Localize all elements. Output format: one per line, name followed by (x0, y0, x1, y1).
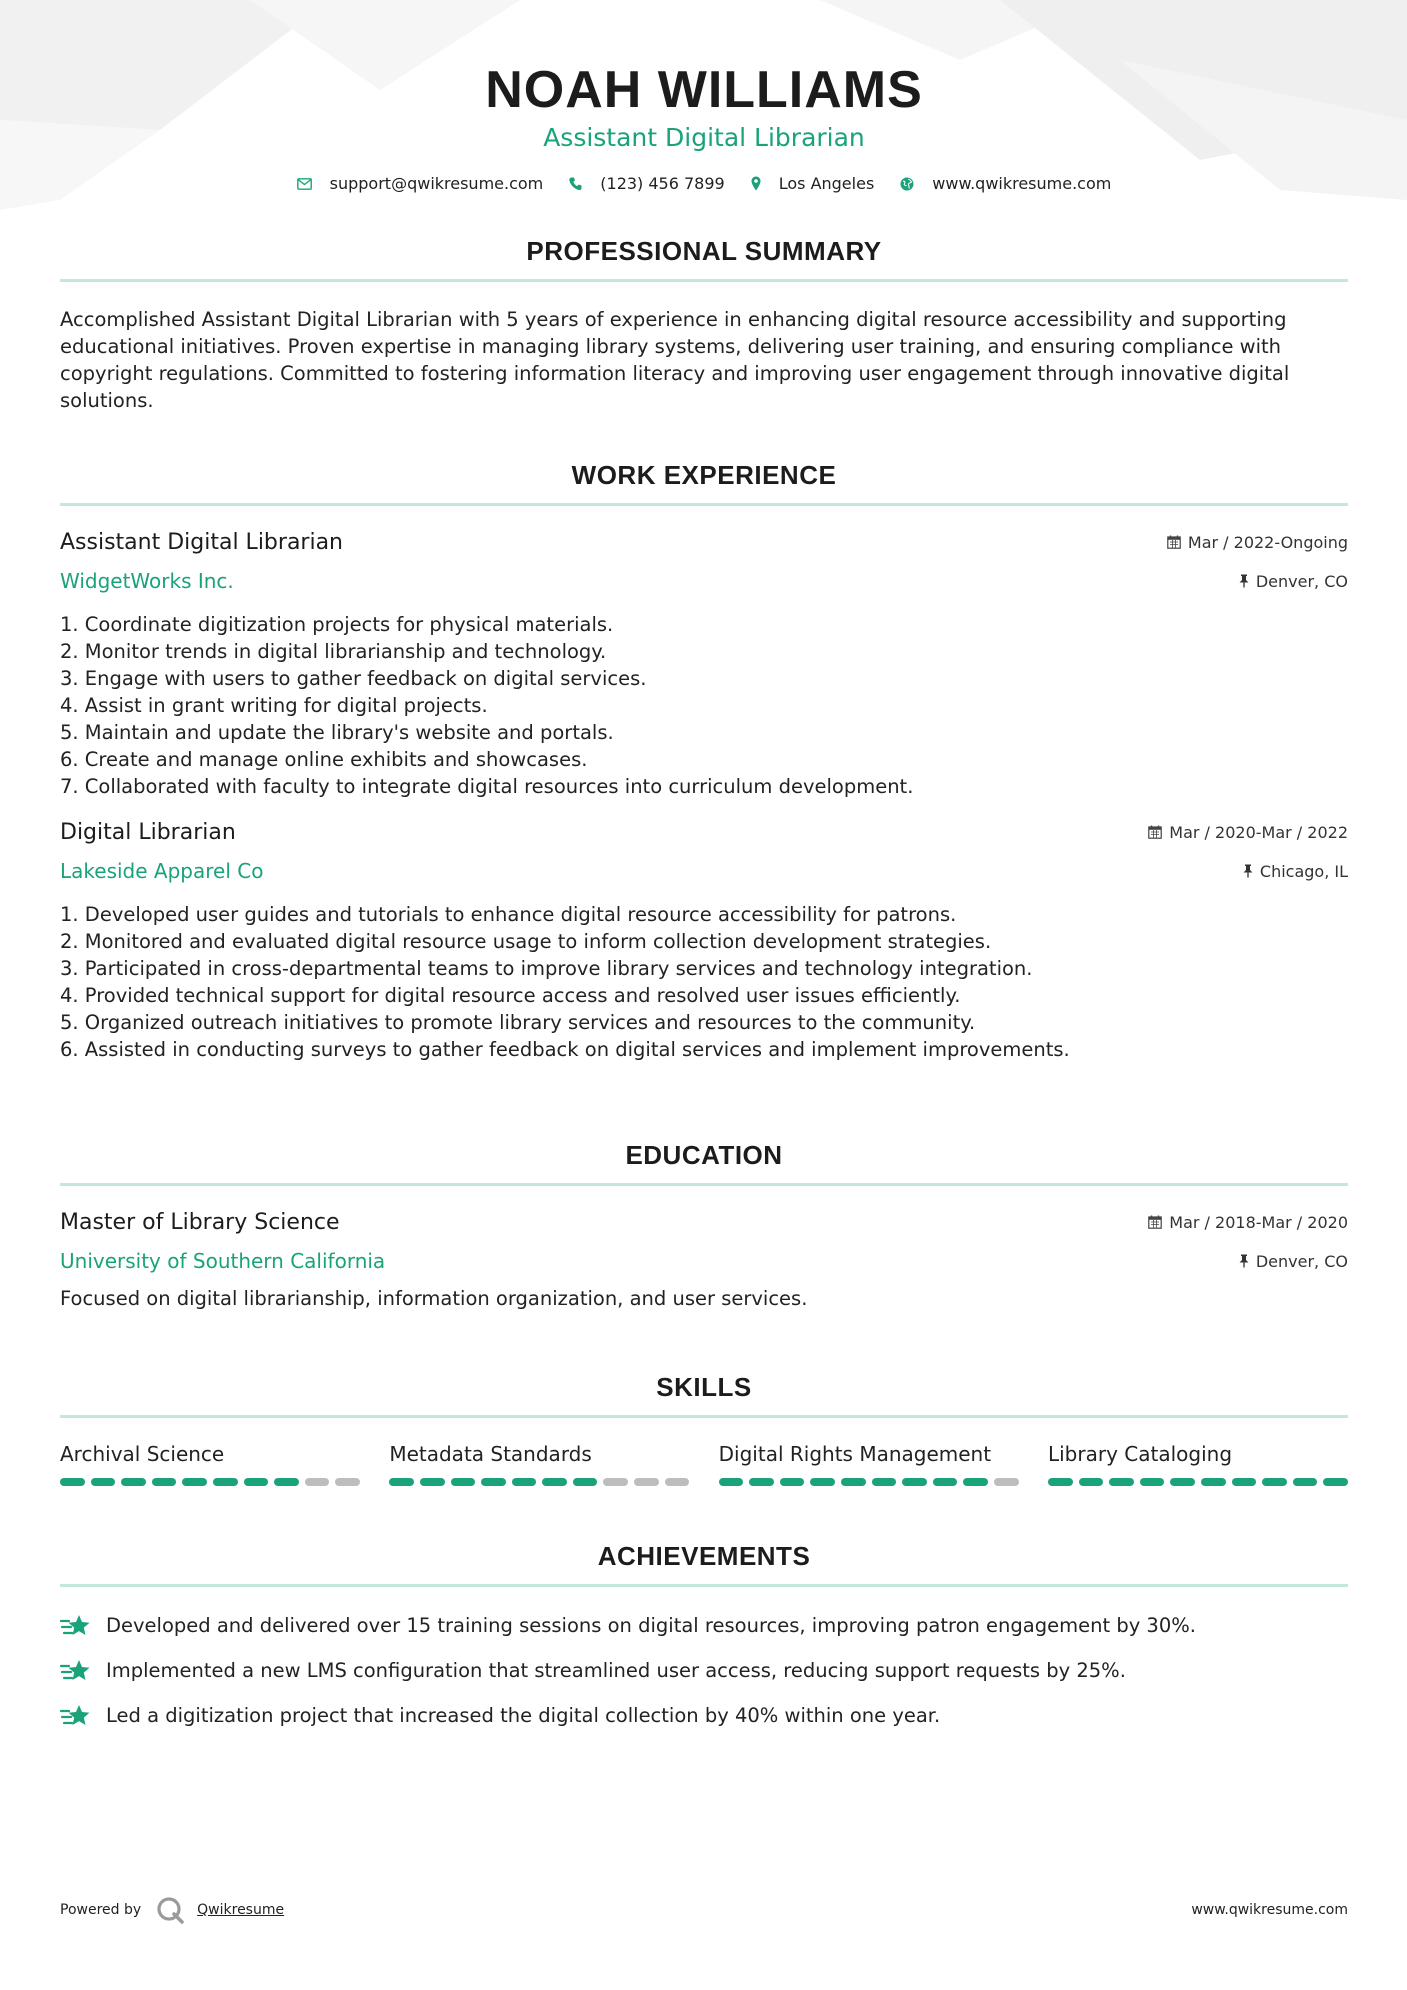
job-location (1243, 862, 1348, 881)
skill-name: Metadata Standards (389, 1442, 592, 1466)
contact-email[interactable] (297, 174, 544, 193)
skill-segment-filled (512, 1478, 537, 1486)
skill-level-bar (389, 1478, 689, 1486)
skill-segment-filled (152, 1478, 177, 1486)
email-text: support@qwikresume.com (329, 174, 544, 193)
achievement-text: Developed and delivered over 15 training sessions on digital resources, improving patron engagement by 30%. (106, 1614, 1196, 1637)
list-item: 4. Provided technical support for digital resource access and resolved user issues efficiently. (60, 984, 961, 1007)
qwikresume-link[interactable]: Qwikresume (197, 1902, 285, 1918)
job-bullets (60, 611, 1348, 800)
skill-segment-filled (60, 1478, 85, 1486)
skill-segment-filled (213, 1478, 238, 1486)
powered-by (60, 1895, 284, 1925)
skill-segment-filled (1170, 1478, 1195, 1486)
list-item: 5. Maintain and update the library's website and portals. (60, 721, 614, 744)
skill-name: Digital Rights Management (718, 1442, 992, 1466)
skill-segment-filled (933, 1478, 958, 1486)
skill-segment-empty (603, 1478, 628, 1486)
skill-level-bar (719, 1478, 1019, 1486)
skill-segment-empty (994, 1478, 1019, 1486)
skill-segment-filled (963, 1478, 988, 1486)
resume-header (60, 0, 1348, 193)
pushpin-icon (1239, 574, 1249, 588)
list-item: 3. Participated in cross-departmental teams to improve library services and technology integration. (60, 957, 1033, 980)
skill-segment-empty (665, 1478, 690, 1486)
skill-segment-filled (1201, 1478, 1226, 1486)
list-item (60, 1693, 1348, 1738)
degree-name: Master of Library Science (60, 1210, 340, 1235)
pushpin-icon (1239, 1254, 1249, 1268)
education-title: EDUCATION (60, 1140, 1348, 1186)
job-bullets (60, 901, 1348, 1063)
contact-phone[interactable] (569, 174, 724, 193)
globe-icon (900, 177, 914, 191)
resume-page (60, 0, 1348, 1727)
skill-segment-filled (841, 1478, 866, 1486)
map-marker-icon (751, 176, 761, 191)
list-item: 4. Assist in grant writing for digital projects. (60, 694, 488, 717)
skill-segment-filled (389, 1478, 414, 1486)
list-item: 2. Monitored and evaluated digital resource usage to inform collection development strategies. (60, 930, 992, 953)
job-entry (60, 820, 1348, 1063)
list-item: 5. Organized outreach initiatives to promote library services and resources to the community. (60, 1011, 976, 1034)
contact-website[interactable] (900, 174, 1111, 193)
list-item: 1. Developed user guides and tutorials to enhance digital resource accessibility for patrons. (60, 903, 957, 926)
job-dates-text: Mar / 2022-Ongoing (1187, 532, 1348, 552)
candidate-role: Assistant Digital Librarian (543, 123, 865, 152)
skill-segment-filled (182, 1478, 207, 1486)
skill-segment-filled (451, 1478, 476, 1486)
skill-item (719, 1442, 1019, 1486)
candidate-name: NOAH WILLIAMS (485, 61, 923, 119)
skill-segment-filled (1079, 1478, 1104, 1486)
contact-bar (60, 174, 1348, 193)
list-item: 3. Engage with users to gather feedback on digital services. (60, 667, 647, 690)
list-item: 6. Assisted in conducting surveys to gather feedback on digital services and implement improvements. (60, 1038, 1070, 1061)
achievements-title: ACHIEVEMENTS (60, 1541, 1348, 1587)
phone-icon (569, 177, 582, 191)
education-section (60, 1140, 1348, 1312)
list-item: 7. Collaborated with faculty to integrate digital resources into curriculum development. (60, 775, 914, 798)
list-item (60, 1603, 1348, 1648)
skill-segment-empty (335, 1478, 360, 1486)
skill-segment-filled (481, 1478, 506, 1486)
skill-segment-filled (420, 1478, 445, 1486)
skill-segment-empty (634, 1478, 659, 1486)
calendar-icon (1148, 1215, 1162, 1229)
job-entry (60, 530, 1348, 800)
skill-segment-filled (573, 1478, 598, 1486)
skill-item (389, 1442, 689, 1486)
job-title: Assistant Digital Librarian (60, 530, 344, 555)
skill-segment-filled (810, 1478, 835, 1486)
education-location (1239, 1252, 1348, 1271)
envelope-icon (297, 178, 312, 190)
skill-item (60, 1442, 360, 1486)
powered-by-label: Powered by (60, 1902, 142, 1918)
phone-text: (123) 456 7899 (600, 174, 725, 193)
education-description: Focused on digital librarianship, information organization, and user services. (60, 1287, 808, 1310)
shooting-star-icon (60, 1658, 92, 1684)
job-location (1239, 572, 1348, 591)
job-location-text: Denver, CO (1255, 571, 1348, 591)
list-item: 6. Create and manage online exhibits and showcases. (60, 748, 588, 771)
list-item (60, 1648, 1348, 1693)
skill-segment-filled (1232, 1478, 1257, 1486)
contact-location (751, 174, 875, 193)
skill-segment-filled (719, 1478, 744, 1486)
skill-level-bar (1048, 1478, 1348, 1486)
skill-item (1048, 1442, 1348, 1486)
achievements-section (60, 1541, 1348, 1738)
calendar-icon (1167, 535, 1181, 549)
qwikresume-logo-icon (155, 1895, 185, 1925)
list-item: 1. Coordinate digitization projects for physical materials. (60, 613, 614, 636)
calendar-icon (1148, 825, 1162, 839)
skill-segment-filled (872, 1478, 897, 1486)
skill-segment-filled (902, 1478, 927, 1486)
skill-level-bar (60, 1478, 360, 1486)
skill-segment-filled (1323, 1478, 1348, 1486)
education-dates-text: Mar / 2018-Mar / 2020 (1169, 1212, 1348, 1232)
job-location-text: Chicago, IL (1259, 861, 1348, 881)
job-dates (1148, 823, 1348, 842)
footer-website[interactable]: www.qwikresume.com (1191, 1902, 1348, 1918)
company-name: Lakeside Apparel Co (60, 859, 264, 883)
skill-segment-filled (542, 1478, 567, 1486)
job-title: Digital Librarian (60, 820, 236, 845)
experience-section (60, 460, 1348, 1063)
skill-name: Archival Science (60, 1442, 225, 1466)
shooting-star-icon (60, 1703, 92, 1729)
skills-title: SKILLS (60, 1372, 1348, 1418)
skill-segment-filled (1293, 1478, 1318, 1486)
school-name: University of Southern California (60, 1249, 386, 1273)
experience-title: WORK EXPERIENCE (60, 460, 1348, 506)
skills-list (60, 1442, 1348, 1486)
skill-segment-filled (1140, 1478, 1165, 1486)
website-text: www.qwikresume.com (932, 174, 1112, 193)
skills-section (60, 1372, 1348, 1486)
skill-segment-filled (1109, 1478, 1134, 1486)
achievement-text: Led a digitization project that increased the digital collection by 40% within one year. (106, 1704, 941, 1727)
skill-segment-filled (1048, 1478, 1073, 1486)
education-location-text: Denver, CO (1255, 1251, 1348, 1271)
skill-segment-filled (780, 1478, 805, 1486)
list-item: 2. Monitor trends in digital librarianship and technology. (60, 640, 607, 663)
summary-text: Accomplished Assistant Digital Librarian with 5 years of experience in enhancing digital resource accessibility and supporting educational initiatives. Proven expertise in managing library systems, delivering user training, and ensuring compliance with copyright regulations. Committed to fostering information literacy and improving user engagement through innovative digital solutions. (60, 308, 1290, 412)
achievements-list (60, 1603, 1348, 1738)
page-footer (60, 1895, 1348, 1925)
shooting-star-icon (60, 1613, 92, 1639)
skill-segment-filled (121, 1478, 146, 1486)
job-dates (1167, 533, 1348, 552)
company-name: WidgetWorks Inc. (60, 569, 234, 593)
summary-section (60, 236, 1348, 414)
job-dates-text: Mar / 2020-Mar / 2022 (1169, 822, 1348, 842)
skill-segment-filled (244, 1478, 269, 1486)
skill-segment-filled (274, 1478, 299, 1486)
education-dates (1148, 1213, 1348, 1232)
skill-segment-filled (91, 1478, 116, 1486)
achievement-text: Implemented a new LMS configuration that streamlined user access, reducing support requests by 25%. (106, 1659, 1126, 1682)
skill-segment-filled (749, 1478, 774, 1486)
summary-title: PROFESSIONAL SUMMARY (60, 236, 1348, 282)
skill-segment-empty (305, 1478, 330, 1486)
skill-name: Library Cataloging (1047, 1442, 1233, 1466)
pushpin-icon (1243, 864, 1253, 878)
location-text: Los Angeles (778, 174, 875, 193)
skill-segment-filled (1262, 1478, 1287, 1486)
